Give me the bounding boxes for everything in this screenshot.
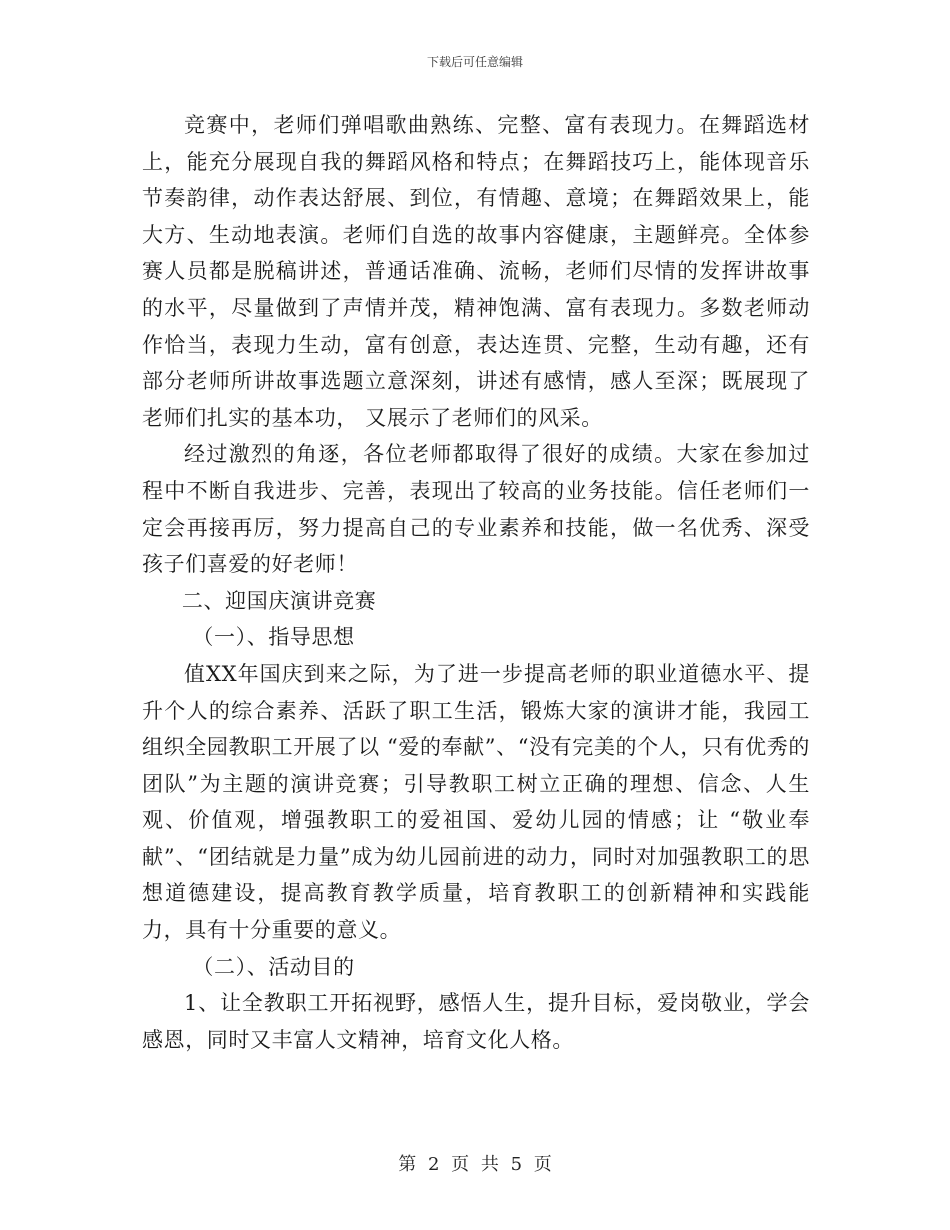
section-title: 二、迎国庆演讲竞赛 [181,588,377,613]
subsection-guiding-ideology: （一）、指导思想 [192,625,355,650]
page-number: 第 2 页 共 5 页 [398,1154,552,1175]
paragraph-competition-summary: 竞赛中，老师们弹唱歌曲熟练、完整、富有表现力。在舞蹈选材上，能充分展现自我的舞蹈风格和特点；在舞蹈技巧上，能体现音乐节奏韵律，动作表达舒展、到位，有情趣、意境；在舞蹈效果上，能大方、生动地表演。老师们自选的故事内容健康，主题鲜亮。全体参赛人员都是脱稿讲述，普通话准确、流畅，老师们尽情的发挥讲故事的水平，尽量做到了声情并茂，精神饱满、富有表现力。多数老师动作恰当，表现力生动，富有创意，表达连贯、完整，生动有趣，还有部分老师所讲故事选题立意深刻，讲述有感情，感人至深；既展现了老师们扎实的基本功， 又展示了老师们的风采。 [142,113,810,430]
paragraph-guiding-ideology: 值XX年国庆到来之际，为了进一步提高老师的职业道德水平、提升个人的综合素养、活跃了职工生活，锻炼大家的演讲才能，我园工组织全园教职工开展了以 “爱的奉献”、“没有完美的个人，只有优秀的团队”为主题的演讲竞赛；引导教职工树立正确的理想、信念、人生观、价值观，增强教职工的爱祖国、爱幼儿园的情感；让 “敬业奉献”、“团结就是力量”成为幼儿园前进的动力，同时对加强教职工的思想道德建设，提高教育教学质量，培育教职工的创新精神和实践能力，具有十分重要的意义。 [142,661,810,943]
paragraph-activity-purpose: 1、让全教职工开拓视野，感悟人生，提升目标，爱岗敬业，学会感恩，同时又丰富人文精神，培育文化人格。 [142,991,810,1052]
paragraph-results: 经过激烈的角逐，各位老师都取得了很好的成绩。大家在参加过程中不断自我进步、完善，表现出了较高的业务技能。信任老师们一定会再接再厉，努力提高自己的专业素养和技能，做一名优秀、深受孩子们喜爱的好老师！ [142,442,810,577]
document-body [142,107,810,1058]
header-note: 下载后可任意编辑 [426,55,523,69]
subsection-activity-purpose: （二）、活动目的 [192,954,355,979]
